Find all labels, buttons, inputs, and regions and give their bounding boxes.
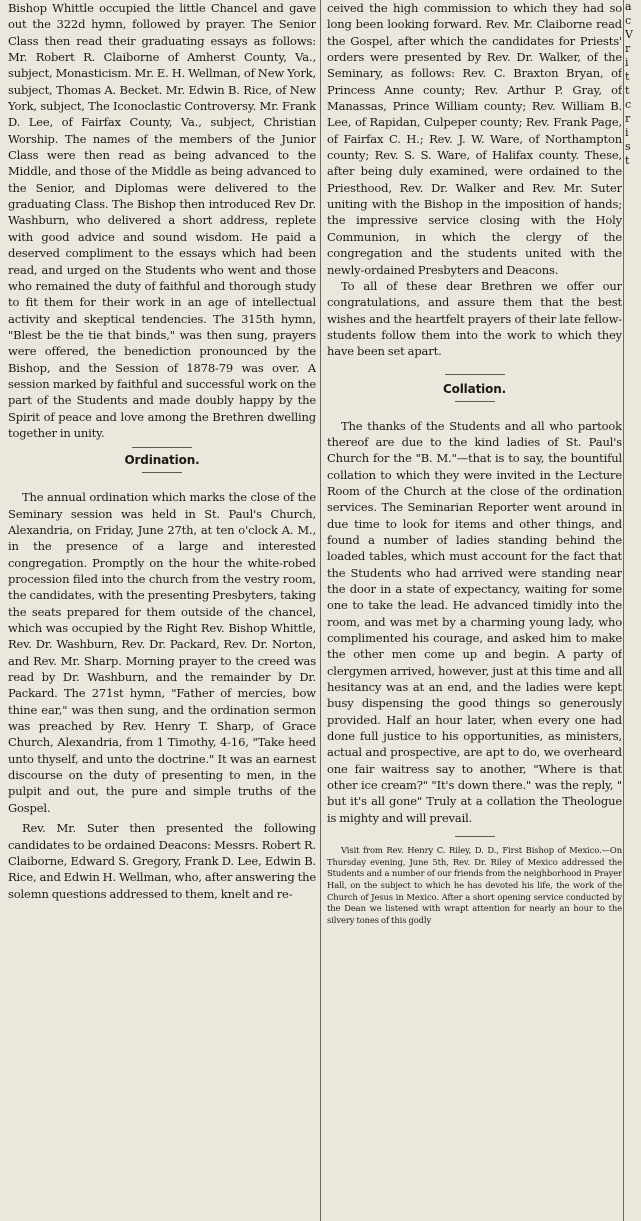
ordination-heading: Ordination.	[124, 453, 200, 468]
divider	[445, 374, 505, 375]
divider	[142, 472, 182, 473]
candidates-paragraph: Rev. Mr. Suter then presented the following candidates to be ordained Deacons: Messrs. Robert R. Claiborne, Edward S. Gregory, Frank D. Lee, Edwin B. Rice, and Edwin H. Wellman, who, after answering the solemn questions addressed to them, knelt and re-	[8, 821, 316, 901]
divider	[455, 836, 495, 837]
ordination-paragraph: The annual ordination which marks the close of the Seminary session was held in St. Paul's Church, Alexandria, on Friday, June 27th, at ten o'clock A. M., in the presence of a large and interested congregation. Promptly on the hour the white-robed procession filed into the church from the vestry room, the candidates, with the presenting Presbyters, taking the seats prepared for them outside of the chancel, which was occupied by the Right Rev. Bishop Whittle, Rev. Dr. Washburn, Rev. Dr. Packard, Rev. Dr. Norton, and Rev. Mr. Sharp. Morning prayer to the creed was read by Dr. Washburn, and the remainder by Dr. Packard. The 271st hymn, "Father of mercies, bow thine ear," was then sung, and the ordination sermon was preached by Rev. Henry T. Sharp, of Grace Church, Alexandria, from 1 Timothy, 4-16, "Take heed unto thyself, and unto the doctrine." It was an earnest discourse on the duty of presenting to men, in the pulpit and out, the pure and simple truths of the Gospel.	[8, 490, 316, 815]
column-rule	[320, 0, 321, 1221]
cropped-column-text: a c V r i t t c r i s t	[625, 0, 633, 167]
middle-column	[327, 0, 622, 926]
right-column-edge	[625, 0, 641, 168]
congratulations-paragraph: To all of these dear Brethren we offer our congratulations, and assure them that the best wishes and the heartfelt prayers of their late fellow-students follow them into the work to which they have been set apart.	[327, 278, 622, 359]
collation-paragraph: The thanks of the Students and all who partook thereof are due to the kind ladies of St. Paul's Church for the "B. M."—that is to say, the bountiful collation to which they were invited in the Lecture Room of the Church at the close of the ordination services. The Seminarian Reporter went around in due time to look for items and other things, and found a number of ladies standing behind the loaded tables, which must account for the fact that the Students who had arrived were standing near the door in a state of expectancy, waiting for some one to take the lead. He advanced timidly into the room, and was met by a charming young lady, who complimented his courage, and asked him to make the other men come up and begin. A party of clergymen arrived, however, just at this time and all hesitancy was at an end, and the ladies were kept busy dispensing the good things so generously provided. Half an hour later, when every one had done full justice to his opportunities, as ministers, actual and prospective, are apt to do, we overheard one fair waitress say to another, "Where is that other ice cream?" "It's down there." was the reply, " but it's all gone" Truly at a collation the Theologue is mighty and will prevail.	[327, 418, 622, 825]
bishop-visit-paragraph: Visit from Rev. Henry C. Riley, D. D., First Bishop of Mexico.—On Thursday evening, June 5th, Rev. Dr. Riley of Mexico addressed the Students and a number of our friends from the neighborhood in Prayer Hall, on the subject to which he has devoted his life, the work of the Church of Jesus in Mexico. After a short opening service conducted by the Dean we listened with wrapt attention for nearly an hour to the silvery tones of this godly	[327, 845, 622, 925]
ordination-continued-paragraph: ceived the high commission to which they had so long been looking forward. Rev. Mr. Claiborne read the Gospel, after which the candidates for Priests' orders were presented by Rev. Dr. Walker, of the Seminary, as follows: Rev. C. Braxton Bryan, of Princess Anne county; Rev. Arthur P. Gray, of Manassas, Prince William county; Rev. William B. Lee, of Rapidan, Culpeper county; Rev. Frank Page, of Fairfax C. H.; Rev. J. W. Ware, of Northampton county; Rev. S. S. Ware, of Halifax county. These, after being duly examined, were ordained to the Priesthood, Rev. Dr. Walker and Rev. Mr. Suter uniting with the Bishop in the imposition of hands; the impressive service closing with the Holy Communion, in which the clergy of the congregation and the students united with the newly-ordained Presbyters and Deacons.	[327, 1, 622, 277]
chancel-paragraph: Bishop Whittle occupied the little Chancel and gave out the 322d hymn, followed by prayer. The Senior Class then read their graduating essays as follows: Mr. Robert R. Claiborne of Amherst County, Va., subject, Monasticism. Mr. E. H. Wellman, of New York, subject, Thomas A. Becket. Mr. Edwin B. Rice, of New York, subject, The Iconoclastic Controversy. Mr. Frank D. Lee, of Fairfax County, Va., subject, Christian Worship. The names of the members of the Junior Class were then read as being advanced to the Middle, and those of the Middle as being advanced to the Senior, and Diplomas were delivered to the graduating Class. The Bishop then introduced Rev Dr. Washburn, who delivered a short address, replete with good advice and sound wisdom. He paid a deserved compliment to the essays which had been read, and urged on the Students who went and those who remained the duty of faithful and thorough study to fit them for their work in an age of intellectual activity and skeptical tendencies. The 315th hymn, "Blest be the tie that binds," was then sung, prayers were offered, the benediction pronounced by the Bishop, and the Session of 1878-79 was over. A session marked by faithful and successful work on the part of the Students and made doubly happy by the Spirit of peace and love among the Brethren dwelling together in unity.	[8, 1, 316, 440]
divider	[132, 447, 192, 448]
collation-heading: Collation.	[442, 381, 507, 396]
divider	[455, 401, 495, 402]
left-column	[8, 0, 316, 902]
column-rule	[623, 0, 624, 1221]
